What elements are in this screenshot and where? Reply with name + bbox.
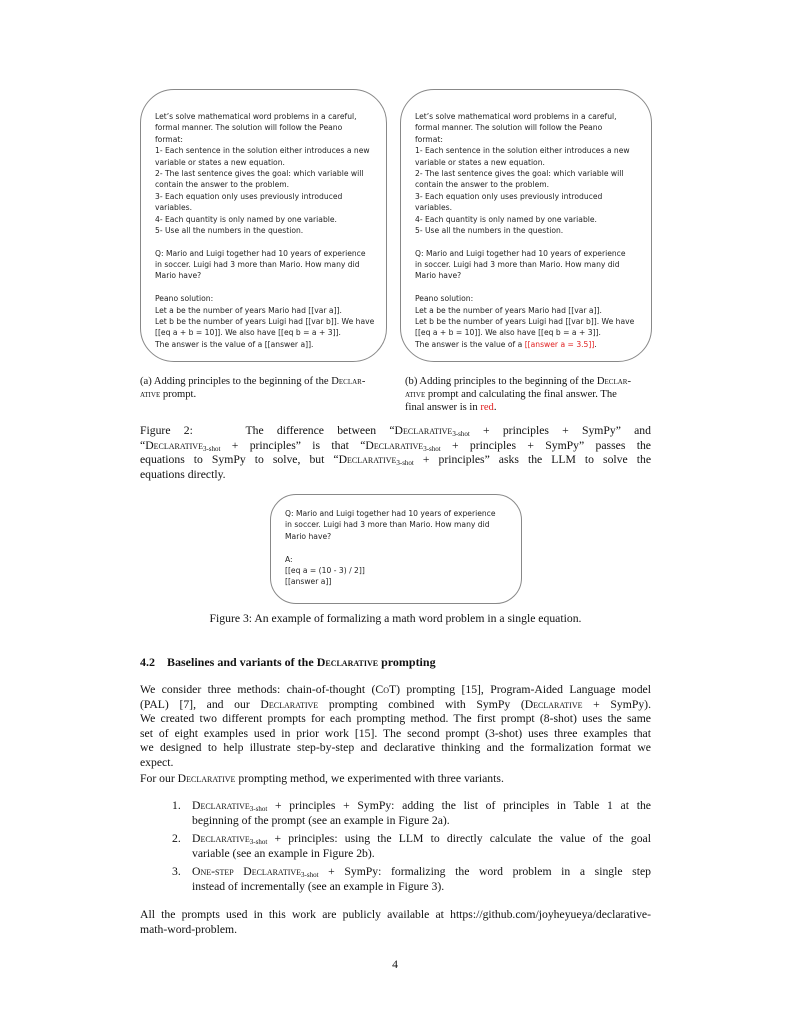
- question-line: in soccer. Luigi had 3 more than Mario. How many did: [415, 260, 620, 270]
- paragraph-text: + SymPy).: [582, 697, 651, 711]
- answer-suffix: .: [594, 339, 597, 349]
- prompt-line: contain the answer to the problem.: [415, 180, 550, 190]
- section-title: prompting: [378, 655, 436, 669]
- caption-text: .: [493, 402, 497, 413]
- page-number: 4: [392, 958, 398, 971]
- prompt-line: 4- Each quantity is only named by one variable.: [155, 214, 337, 224]
- figure-3-caption: Figure 3: An example of formalizing a math word problem in a single equation.: [209, 612, 582, 625]
- caption-subscript: 3-shot: [423, 444, 441, 453]
- answer-line: A:: [285, 554, 293, 564]
- list-line: [192, 865, 651, 880]
- list-item: [172, 799, 651, 828]
- list-subscript: 3-shot: [249, 805, 268, 813]
- caption-text: prompt.: [160, 389, 197, 400]
- paragraph-small-caps: o: [383, 683, 389, 696]
- list-small-caps: Declarative: [192, 799, 250, 812]
- list-line: [192, 832, 651, 847]
- prompt-line: 2- The last sentence gives the goal: which variable will: [415, 168, 624, 178]
- list-line: instead of incrementally (see an example in Figure 3).: [192, 879, 445, 893]
- question-line: Mario have?: [415, 271, 462, 281]
- caption-line: [140, 424, 651, 439]
- figure-2b-caption: [405, 375, 655, 414]
- caption-text: prompt and calculating the final answer. The: [425, 389, 617, 400]
- question-line: Mario have?: [285, 531, 332, 541]
- prompt-line: variables.: [155, 203, 193, 213]
- prompt-line: format:: [155, 134, 183, 144]
- list-item: [172, 865, 651, 894]
- solution-answer-line: [415, 339, 634, 350]
- caption-text: (b) Adding principles to the beginning of the: [405, 376, 597, 387]
- caption-subscript: 3-shot: [202, 444, 221, 453]
- solution-line: Peano solution:: [415, 294, 474, 304]
- prompt-line: formal manner. The solution will follow the Peano: [415, 123, 603, 133]
- answer-line: [[eq a = (10 - 3) / 2]]: [285, 565, 365, 575]
- prompt-line: 3- Each equation only uses previously introduced: [415, 191, 603, 201]
- caption-small-caps: ative: [140, 389, 161, 400]
- caption-text: equations to SymPy to solve, but “: [140, 453, 339, 467]
- caption-text: The difference between “: [245, 424, 395, 437]
- caption-text: + principles + SymPy” passes the: [440, 438, 651, 452]
- caption-small-caps: Declar-: [331, 376, 366, 387]
- paragraph-small-caps: Declarative: [524, 697, 583, 711]
- caption-text: (a) Adding principles to the beginning of the: [140, 376, 332, 387]
- question-line: Q: Mario and Luigi together had 10 years of experience: [415, 248, 626, 258]
- caption-small-caps: Declarative: [338, 453, 397, 467]
- figure-2a-text: [155, 111, 374, 350]
- figure-2a-caption: [140, 375, 390, 401]
- solution-line: The answer is the value of a [[answer a]].: [155, 339, 314, 349]
- caption-line: [140, 453, 651, 468]
- list-line: [192, 799, 651, 814]
- paragraph-text: prompting method, we experimented with three variants.: [235, 772, 504, 785]
- prompt-line: 5- Use all the numbers in the question.: [155, 225, 304, 235]
- solution-line: Let b be the number of years Luigi had [[var b]]. We have: [155, 317, 375, 327]
- figure-3-box: [270, 494, 522, 604]
- caption-small-caps: Declarative: [394, 424, 453, 437]
- figure-3-text: [285, 508, 496, 588]
- caption-text: + principles + SymPy” and: [469, 424, 651, 437]
- prompt-line: variable or states a new equation.: [155, 157, 285, 167]
- prompt-line: 4- Each quantity is only named by one variable.: [415, 214, 597, 224]
- list-text: + principles: using the LLM to directly calculate the value of the goal: [267, 832, 651, 846]
- answer-prefix: The answer is the value of a: [415, 339, 525, 349]
- solution-line: Let a be the number of years Mario had [[var a]].: [415, 305, 602, 315]
- figure-2b-text: [415, 111, 634, 350]
- caption-text: + principles” is that “: [220, 438, 366, 452]
- caption-line: [140, 439, 651, 454]
- prompt-line: 1- Each sentence in the solution either introduces a new: [415, 146, 630, 156]
- paragraph-text: (PAL) [7], and our: [140, 697, 261, 711]
- caption-label: Figure 2:: [140, 424, 193, 437]
- list-number: 3.: [172, 865, 181, 879]
- list-small-caps: Declarative: [192, 832, 250, 846]
- section-title: Baselines and variants of the: [167, 655, 317, 669]
- figure-2-caption: [140, 424, 651, 482]
- answer-line: [[answer a]]: [285, 577, 332, 587]
- list-small-caps: One-step Declarative: [192, 865, 302, 879]
- prompt-line: contain the answer to the problem.: [155, 180, 290, 190]
- caption-small-caps: Declarative: [145, 438, 203, 452]
- caption-line: equations directly.: [140, 467, 226, 481]
- paragraph-line: All the prompts used in this work are publicly available at https://github.com/joyheyueya/declarative-: [140, 908, 651, 921]
- question-line: in soccer. Luigi had 3 more than Mario. How many did: [285, 520, 490, 530]
- solution-line: Let b be the number of years Luigi had [[var b]]. We have: [415, 317, 635, 327]
- solution-line: [[eq a + b = 10]]. We also have [[eq b = a + 3]].: [155, 328, 341, 338]
- paragraph-baselines: [140, 683, 651, 771]
- caption-small-caps: Declar-: [596, 376, 631, 387]
- caption-text: + principles” asks the LLM to solve the: [413, 453, 652, 467]
- paragraph-line: set of eight examples used in prior work [15]. The second prompt (3-shot) uses three examples that: [140, 726, 651, 740]
- solution-line: Let a be the number of years Mario had [[var a]].: [155, 305, 342, 315]
- question-line: Mario have?: [155, 271, 202, 281]
- question-line: in soccer. Luigi had 3 more than Mario. How many did: [155, 260, 360, 270]
- paragraph-line: [140, 698, 651, 713]
- list-subscript: 3-shot: [249, 838, 268, 847]
- figure-2b-box: [400, 89, 652, 362]
- list-line: beginning of the prompt (see an example in Figure 2a).: [192, 813, 450, 827]
- paragraph-line: expect.: [140, 755, 174, 769]
- prompt-line: variables.: [415, 203, 453, 213]
- variants-list: [172, 799, 651, 895]
- final-answer-highlight: [[answer a = 3.5]]: [524, 339, 595, 349]
- caption-subscript: 3-shot: [396, 459, 414, 468]
- paragraph-text: We consider three methods: chain-of-thought (C: [140, 683, 384, 696]
- prompt-line: Let’s solve mathematical word problems in a careful,: [415, 112, 617, 121]
- prompt-line: variable or states a new equation.: [415, 157, 545, 167]
- paragraph-small-caps: Declarative: [177, 772, 236, 785]
- caption-subscript: 3-shot: [452, 430, 470, 438]
- prompt-line: 3- Each equation only uses previously introduced: [155, 191, 343, 201]
- list-text: + SymPy: formalizing the word problem in a single step: [318, 865, 651, 879]
- paragraph-availability: [140, 908, 651, 937]
- list-text: + principles + SymPy: adding the list of principles in Table 1 at the: [267, 799, 651, 812]
- paragraph-line: math-word-problem.: [140, 922, 238, 936]
- question-line: Q: Mario and Luigi together had 10 years of experience: [155, 248, 366, 258]
- caption-text: “: [140, 438, 146, 452]
- list-line: variable (see an example in Figure 2b).: [192, 846, 375, 860]
- prompt-line: formal manner. The solution will follow the Peano: [155, 123, 343, 133]
- paragraph-line: we designed to help illustrate step-by-step and declarative thinking and the formalization format we: [140, 741, 651, 755]
- prompt-line: 5- Use all the numbers in the question.: [415, 225, 564, 235]
- caption-red-word: red: [480, 402, 494, 413]
- paragraph-text: T) prompting [15], Program-Aided Language model: [388, 683, 651, 696]
- prompt-line: Let’s solve mathematical word problems in a careful,: [155, 112, 357, 121]
- paragraph-line: We created two different prompts for each prompting method. The first prompt (8-shot) uses the same: [140, 712, 651, 726]
- caption-text: final answer is in: [405, 402, 481, 413]
- section-heading: [140, 655, 436, 670]
- solution-line: [[eq a + b = 10]]. We also have [[eq b = a + 3]].: [415, 328, 601, 338]
- question-line: Q: Mario and Luigi together had 10 years of experience: [285, 509, 496, 518]
- prompt-line: format:: [415, 134, 443, 144]
- caption-small-caps: ative: [405, 389, 426, 400]
- paragraph-text: For our: [140, 772, 178, 785]
- prompt-line: 1- Each sentence in the solution either introduces a new: [155, 146, 370, 156]
- figure-2a-box: [140, 89, 387, 362]
- solution-line: Peano solution:: [155, 294, 214, 304]
- prompt-line: 2- The last sentence gives the goal: which variable will: [155, 168, 364, 178]
- paragraph-line: [140, 683, 651, 698]
- list-number: 2.: [172, 832, 181, 846]
- paragraph-variants-intro: [140, 772, 651, 787]
- caption-small-caps: Declarative: [365, 438, 424, 452]
- section-title-small-caps: Declarative: [316, 655, 379, 669]
- section-number: 4.2: [140, 655, 155, 669]
- paragraph-small-caps: Declarative: [260, 697, 319, 711]
- list-item: [172, 832, 651, 861]
- list-subscript: 3-shot: [301, 871, 319, 880]
- paragraph-text: prompting combined with SymPy (: [318, 697, 525, 711]
- list-number: 1.: [172, 799, 181, 812]
